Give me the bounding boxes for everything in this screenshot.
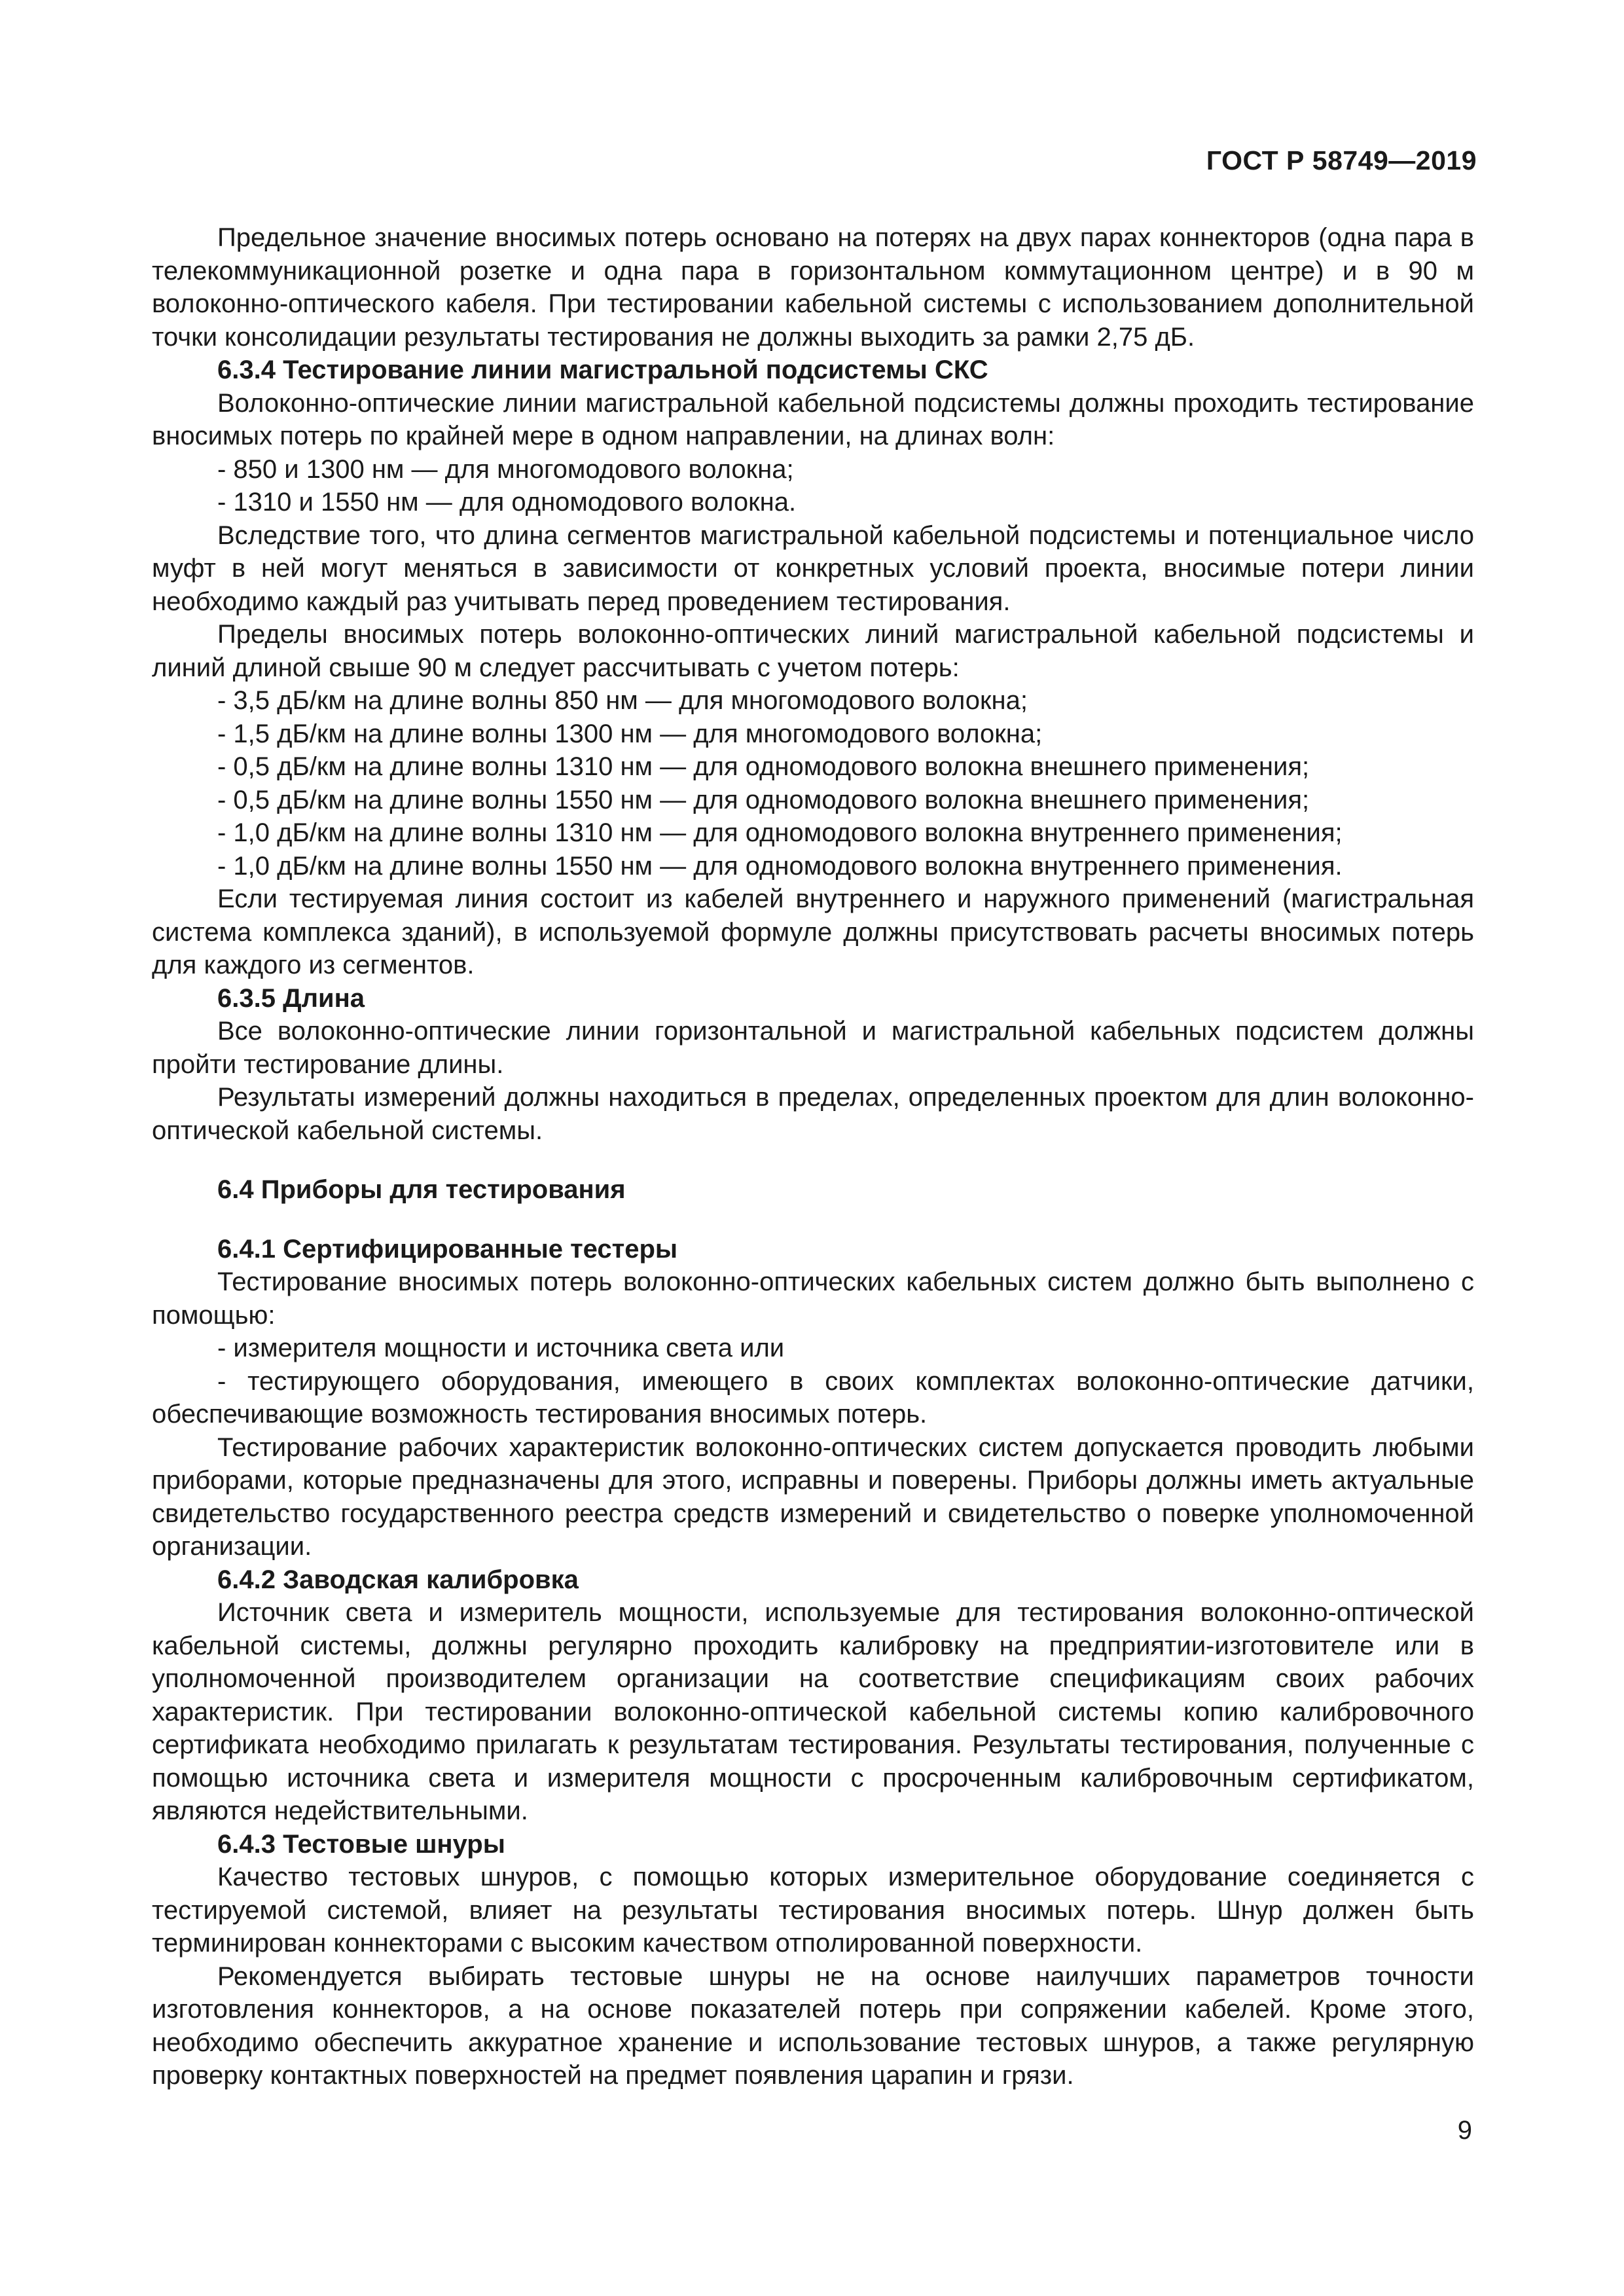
- paragraph: Качество тестовых шнуров, с помощью которых измерительное оборудование соединяется с тестируемой системой, влияет на результаты тестирования вносимых потерь. Шнур должен быть терминирован коннекторами с высоким качеством отполированной поверхности.: [152, 1863, 1474, 1958]
- list-item: - 850 и 1300 нм — для многомодового волокна;: [217, 454, 794, 484]
- section-heading-6-3-4: 6.3.4 Тестирование линии магистральной подсистемы СКС: [217, 355, 988, 384]
- section-heading-6-4-1: 6.4.1 Сертифицированные тестеры: [217, 1234, 678, 1264]
- paragraph: Тестирование рабочих характеристик волоконно-оптических систем допускается проводить любыми приборами, которые предназначены для этого, исправны и поверены. Приборы должны иметь актуальные свидетельство государственного реестра средств измерений и свидетельство о поверке уполномоченной организации.: [152, 1432, 1474, 1561]
- paragraph: Предельное значение вносимых потерь основано на потерях на двух парах коннекторов (одна пара в телекоммуникационной розетке и одна пара в горизонтальном коммутационном центре) и в 90 м волоконно-оптического кабеля. При тестировании кабельной системы с использованием дополнительной точки консолидации результаты тестирования не должны выходить за рамки 2,75 дБ.: [152, 223, 1474, 352]
- paragraph: Тестирование вносимых потерь волоконно-оптических кабельных систем должно быть выполнено с помощью:: [152, 1267, 1474, 1330]
- paragraph: Рекомендуется выбирать тестовые шнуры не на основе наилучших параметров точности изготовления коннекторов, а на основе показателей потерь при сопряжении кабелей. Кроме этого, необходимо обеспечить аккуратное хранение и использование тестовых шнуров, а также регулярную проверку контактных поверхностей на предмет появления царапин и грязи.: [152, 1961, 1474, 2090]
- list-item: - 1,0 дБ/км на длине волны 1550 нм — для одномодового волокна внутреннего применения.: [217, 851, 1343, 881]
- list-item: - измерителя мощности и источника света или: [217, 1334, 785, 1362]
- page-number: 9: [1457, 2116, 1472, 2145]
- paragraph: Все волоконно-оптические линии горизонтальной и магистральной кабельных подсистем должны пройти тестирование длины.: [152, 1017, 1474, 1079]
- list-item: - 0,5 дБ/км на длине волны 1550 нм — для одномодового волокна внешнего применения;: [217, 785, 1310, 814]
- document-id-header: ГОСТ Р 58749—2019: [1206, 145, 1477, 175]
- paragraph: Если тестируемая линия состоит из кабелей внутреннего и наружного применений (магистральная система комплекса зданий), в используемой формуле должны присутствовать расчеты вносимых потерь для каждого из сегментов.: [152, 884, 1474, 979]
- document-body: [152, 221, 1474, 2092]
- list-item: - 1310 и 1550 нм — для одномодового волокна.: [217, 488, 797, 517]
- paragraph: Результаты измерений должны находиться в пределах, определенных проектом для длин волоконно-оптической кабельной системы.: [152, 1083, 1474, 1145]
- section-heading-6-3-5: 6.3.5 Длина: [217, 983, 365, 1013]
- list-item: - 1,5 дБ/км на длине волны 1300 нм — для многомодового волокна;: [217, 719, 1043, 748]
- section-heading-6-4-3: 6.4.3 Тестовые шнуры: [217, 1829, 505, 1859]
- list-item: - 3,5 дБ/км на длине волны 850 нм — для многомодового волокна;: [217, 686, 1028, 715]
- list-item: - 0,5 дБ/км на длине волны 1310 нм — для одномодового волокна внешнего применения;: [217, 752, 1310, 781]
- paragraph: Волоконно-оптические линии магистральной кабельной подсистемы должны проходить тестирование вносимых потерь по крайней мере в одном направлении, на длинах волн:: [152, 388, 1474, 450]
- paragraph: Вследствие того, что длина сегментов магистральной кабельной подсистемы и потенциальное число муфт в ней могут меняться в зависимости от конкретных условий проекта, вносимые потери линии необходимо каждый раз учитывать перед проведением тестирования.: [152, 520, 1474, 616]
- paragraph: Пределы вносимых потерь волоконно-оптических линий магистральной кабельной подсистемы и линий длиной свыше 90 м следует рассчитывать с учетом потерь:: [152, 620, 1474, 682]
- section-heading-6-4-2: 6.4.2 Заводская калибровка: [217, 1565, 579, 1594]
- section-heading-6-4: 6.4 Приборы для тестирования: [217, 1175, 626, 1204]
- list-item: - 1,0 дБ/км на длине волны 1310 нм — для одномодового волокна внутреннего применения;: [217, 818, 1343, 847]
- list-item: - тестирующего оборудования, имеющего в своих комплектах волоконно-оптические датчики, обеспечивающие возможность тестирования вносимых потерь.: [152, 1366, 1474, 1429]
- paragraph: Источник света и измеритель мощности, используемые для тестирования волоконно-оптической кабельной системы, должны регулярно проходить калибровку на предприятии-изготовителе или в уполномоченной производителем организации на соответствие спецификациям своих рабочих характеристик. При тестировании волоконно-оптической кабельной системы копию калибровочного сертификата необходимо прилагать к результатам тестирования. Результаты тестирования, полученные с помощью источника света и измерителя мощности с просроченным калибровочным сертификатом, являются недействительными.: [152, 1598, 1474, 1825]
